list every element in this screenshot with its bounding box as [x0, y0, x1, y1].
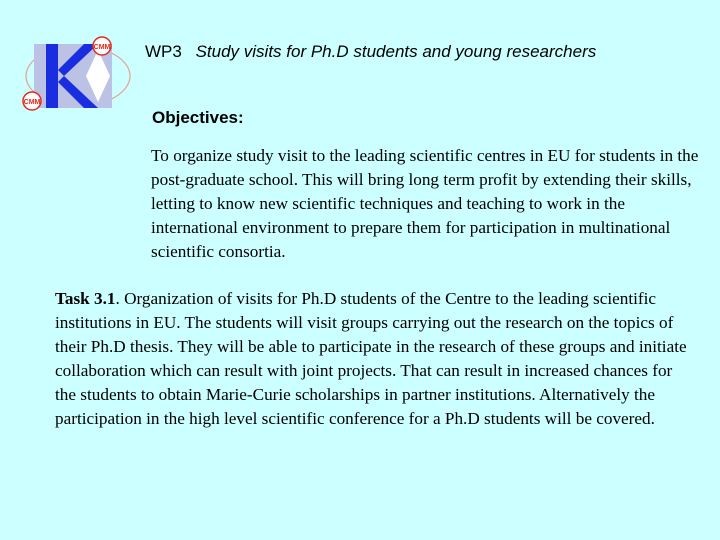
work-package-title: Study visits for Ph.D students and young researchers [195, 42, 597, 61]
task-text: . Organization of visits for Ph.D students of the Centre to the leading scientific institutions in EU. The students will visit groups carrying out the research on the topics of their Ph.D thesis. They will be able to participate in the research of these groups and initiate collaboration which can result with joint projects. That can result in increased chances for the students to obtain Marie-Curie scholarships in partner institutions. Alternatively the participation in the high level scientific conference for a Ph.D students will be covered. [55, 289, 687, 428]
objectives-paragraph: To organize study visit to the leading scientific centres in EU for students in the post-graduate school. This will bring long term profit by extending their skills, letting to know new scientific techniques and teaching to work in the international environment to prepare them for participation in multinational scientific consortia. [151, 146, 699, 261]
objectives-heading: Objectives: [152, 108, 244, 127]
logo-k-stem [46, 44, 58, 108]
logo-graphic [18, 36, 133, 116]
task-paragraph [55, 287, 695, 431]
logo-badge-bottom-text: CMM [23, 99, 41, 106]
centre-logo [18, 36, 133, 116]
work-package-code: WP3 [145, 42, 182, 61]
logo-badge-top-text: CMM [93, 44, 111, 51]
slide-title [145, 42, 596, 62]
task-label: Task 3.1 [55, 289, 116, 308]
